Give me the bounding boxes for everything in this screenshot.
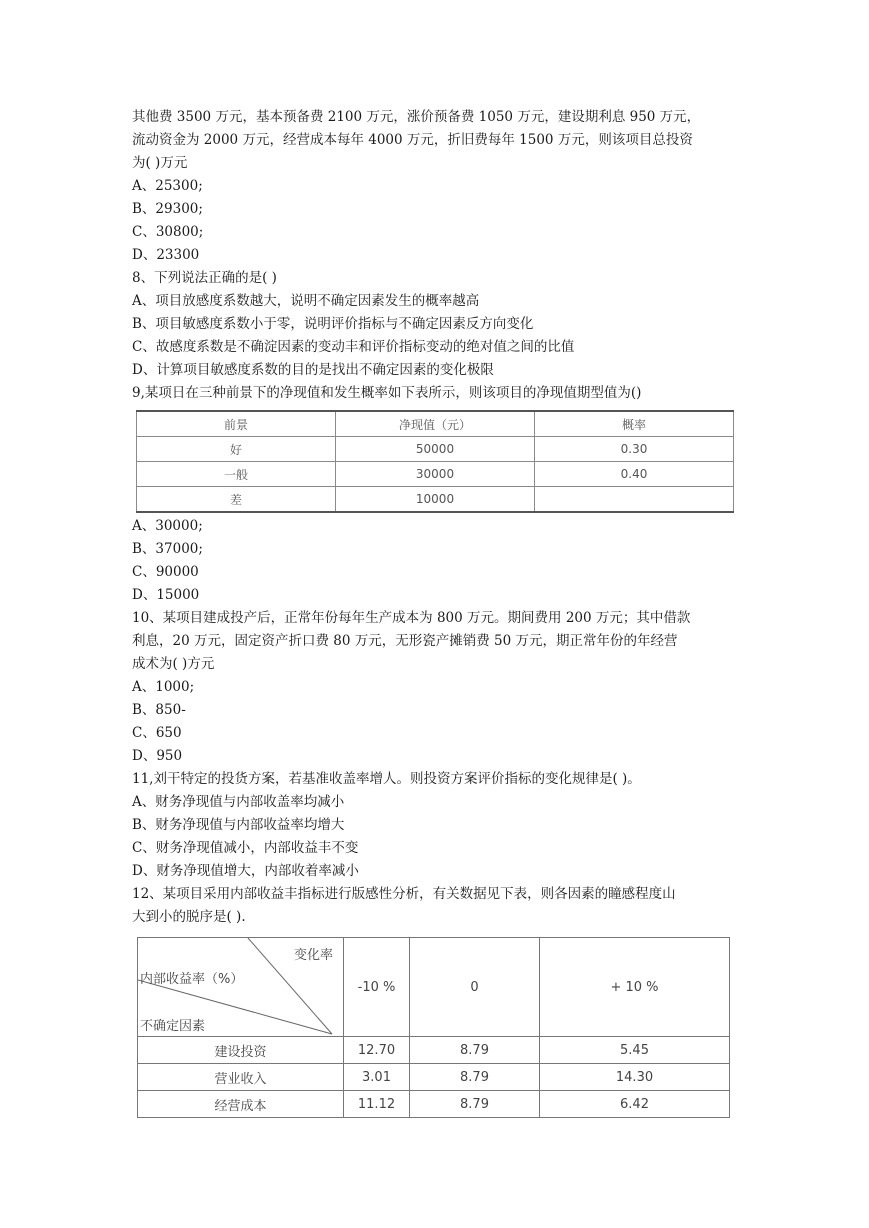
question-12: 12、某项目采用内部收益丰指标进行版感性分析，有关数据见下表，则各因素的瞳感程度山 (132, 886, 676, 902)
option-d: D、计算项目敏感度系数的目的是找出不确定因素的变化极限 (132, 362, 494, 378)
table-cell: 差 (137, 487, 336, 513)
table-cell: 好 (137, 437, 336, 462)
option-b: B、29300; (132, 201, 203, 217)
table-header-cell: -10 % (344, 938, 410, 1037)
option-a: A、项目放感度系数越大，说明不确定因素发生的概率越高 (132, 293, 480, 309)
text-line: 流动资金为 2000 万元，经营成本每年 4000 万元，折旧费每年 1500 万元，则该项目总投资 (132, 132, 693, 148)
table-cell: 12.70 (344, 1037, 410, 1064)
table-cell: 8.79 (410, 1091, 540, 1118)
table-header-cell: 前景 (137, 411, 336, 437)
text-line: 成术为( )方元 (132, 656, 215, 672)
npv-table (136, 410, 734, 513)
table-cell: 建设投资 (138, 1037, 344, 1064)
text-line: 其他费 3500 万元，基本预备费 2100 万元，涨价预备费 1050 万元，建设期利息 950 万元， (132, 109, 701, 125)
text-line: 为( )万元 (132, 155, 188, 171)
question-9: 9,某项日在三种前景下的净现值和发生概率如下表所示，则该项目的净现值期型值为() (132, 385, 642, 401)
table-cell: 11.12 (344, 1091, 410, 1118)
table-cell: 3.01 (344, 1064, 410, 1091)
table-row (138, 1064, 730, 1091)
table-cell: 0.30 (535, 437, 734, 462)
sensitivity-table (137, 937, 730, 1118)
text-line: 大到小的脱序是( ). (132, 909, 246, 925)
option-d: D、15000 (132, 587, 200, 603)
option-c: C、30800; (132, 224, 204, 240)
diagonal-header-cell (138, 938, 344, 1037)
question-10: 10、某项目建成投产后，正常年份每年生产成本为 800 万元。期间费用 200 万元；其中借款 (132, 610, 691, 626)
table-header-cell: 0 (410, 938, 540, 1037)
table-row (138, 1091, 730, 1118)
option-c: C、650 (132, 725, 182, 741)
option-c: C、故感度系数是不确淀因素的变动丰和评价指标变动的绝对值之间的比值 (132, 339, 575, 355)
table-cell: 50000 (336, 437, 535, 462)
corner-label-irr: 内部收益率（%） (140, 972, 244, 987)
table-cell: 8.79 (410, 1064, 540, 1091)
table-header-row (138, 938, 730, 1037)
table-cell: 30000 (336, 462, 535, 487)
table-cell (535, 487, 734, 513)
option-b: B、财务净现值与内部收益率均增大 (132, 817, 345, 833)
option-c: C、财务净现值减小，内部收益丰不变 (132, 840, 359, 856)
option-b: B、850- (132, 702, 186, 718)
option-d: D、950 (132, 748, 183, 764)
table-cell: 10000 (336, 487, 535, 513)
option-d: D、财务净现值增大，内部收着率减小 (132, 863, 359, 879)
option-a: A、25300; (132, 178, 203, 194)
table-row (138, 1037, 730, 1064)
question-8: 8、下列说法正确的是( ) (132, 270, 277, 286)
option-b: B、37000; (132, 541, 203, 557)
table-header-cell: + 10 % (540, 938, 730, 1037)
option-a: A、1000; (132, 679, 195, 695)
text-line: 利息，20 万元，固定资产折口费 80 万元，无形瓷产摊销费 50 万元，期正常年份的年经营 (132, 633, 678, 649)
table-cell: 营业收入 (138, 1064, 344, 1091)
table-row (137, 437, 734, 462)
option-a: A、30000; (132, 518, 203, 534)
table-cell: 5.45 (540, 1037, 730, 1064)
option-d: D、23300 (132, 247, 200, 263)
table-cell: 8.79 (410, 1037, 540, 1064)
table-cell: 14.30 (540, 1064, 730, 1091)
table-row (137, 487, 734, 513)
question-11: 11,刘干特定的投货方案，若基准收盖率增人。则投资方案评价指标的变化规律是( )。 (132, 771, 641, 787)
option-c: C、90000 (132, 564, 199, 580)
corner-label-change-rate: 变化率 (293, 948, 333, 963)
option-b: B、项目敏感度系数小于零，说明评价指标与不确定因素反方向变化 (132, 316, 534, 332)
corner-label-factor: 不确定因素 (140, 1019, 206, 1034)
table-header-cell: 概率 (535, 411, 734, 437)
table-header-cell: 净现值（元） (336, 411, 535, 437)
table-cell: 经营成本 (138, 1091, 344, 1118)
table-row (137, 462, 734, 487)
table-cell: 6.42 (540, 1091, 730, 1118)
option-a: A、财务净现值与内部收盖率均减小 (132, 794, 345, 810)
table-header-row (137, 411, 734, 437)
table-cell: 一般 (137, 462, 336, 487)
table-cell: 0.40 (535, 462, 734, 487)
